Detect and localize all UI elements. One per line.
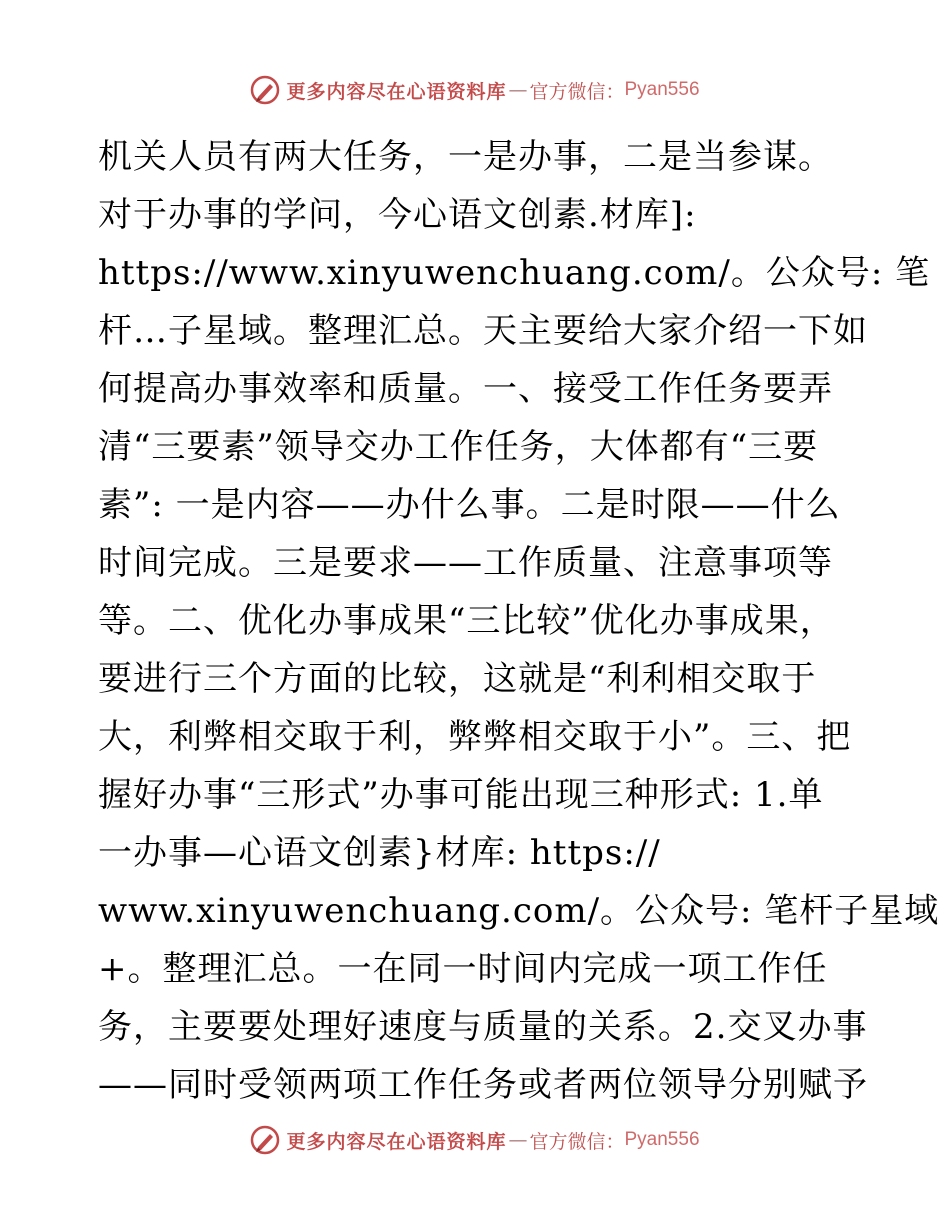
text-line: 何提高办事效率和质量。一、接受工作任务要弄 bbox=[98, 369, 833, 409]
text-line: 务，主要要处理好速度与质量的关系。2.交叉办事 bbox=[98, 1007, 868, 1047]
text-line: https://www.xinyuwenchuang.com/。公众号: 笔 bbox=[98, 253, 931, 293]
text-line: www.xinyuwenchuang.com/。公众号: 笔杆子星域 bbox=[98, 891, 940, 931]
text-line: 清“三要素”领导交办工作任务，大体都有“三要 bbox=[98, 427, 819, 467]
text-line: ——同时受领两项工作任务或者两位领导分别赋予 bbox=[98, 1065, 868, 1105]
text-line: 要进行三个方面的比较，这就是“利利相交取于 bbox=[98, 659, 817, 699]
text-line: 大，利弊相交取于利，弊弊相交取于小”。三、把 bbox=[98, 717, 852, 757]
text-line: 一办事—心语文创素}材库: https:// bbox=[98, 833, 661, 873]
header-dash: — bbox=[508, 79, 528, 101]
footer-banner bbox=[0, 1120, 950, 1160]
pen-logo-icon bbox=[250, 1125, 280, 1155]
footer-dash: — bbox=[508, 1129, 528, 1151]
text-line: 机关人员有两大任务，一是办事，二是当参谋。 bbox=[98, 137, 833, 177]
text-line: 等。二、优化办事成果“三比较”优化办事成果， bbox=[98, 601, 835, 641]
header-wechat-id: Pyan556 bbox=[624, 79, 700, 100]
text-line: 对于办事的学问，今心语文创素.材库]: bbox=[98, 195, 697, 235]
footer-wechat-id: Pyan556 bbox=[624, 1129, 700, 1150]
pen-logo-icon bbox=[250, 75, 280, 105]
header-banner bbox=[0, 70, 950, 110]
footer-wechat-label: 官方微信： bbox=[529, 1130, 625, 1153]
text-line: 握好办事“三形式”办事可能出现三种形式: 1.单 bbox=[98, 775, 824, 815]
header-wechat-label: 官方微信： bbox=[529, 80, 625, 103]
text-line: 素”: 一是内容——办什么事。二是时限——什么 bbox=[98, 485, 841, 525]
text-line: +。整理汇总。一在同一时间内完成一项工作任 bbox=[98, 949, 828, 989]
footer-brand-text: 更多内容尽在心语资料库 bbox=[286, 1130, 507, 1153]
header-brand-text: 更多内容尽在心语资料库 bbox=[286, 80, 507, 103]
text-line: 杆…子星域。整理汇总。天主要给大家介绍一下如 bbox=[98, 311, 868, 351]
text-line: 时间完成。三是要求——工作质量、注意事项等 bbox=[98, 543, 833, 583]
document-body bbox=[98, 128, 940, 1114]
